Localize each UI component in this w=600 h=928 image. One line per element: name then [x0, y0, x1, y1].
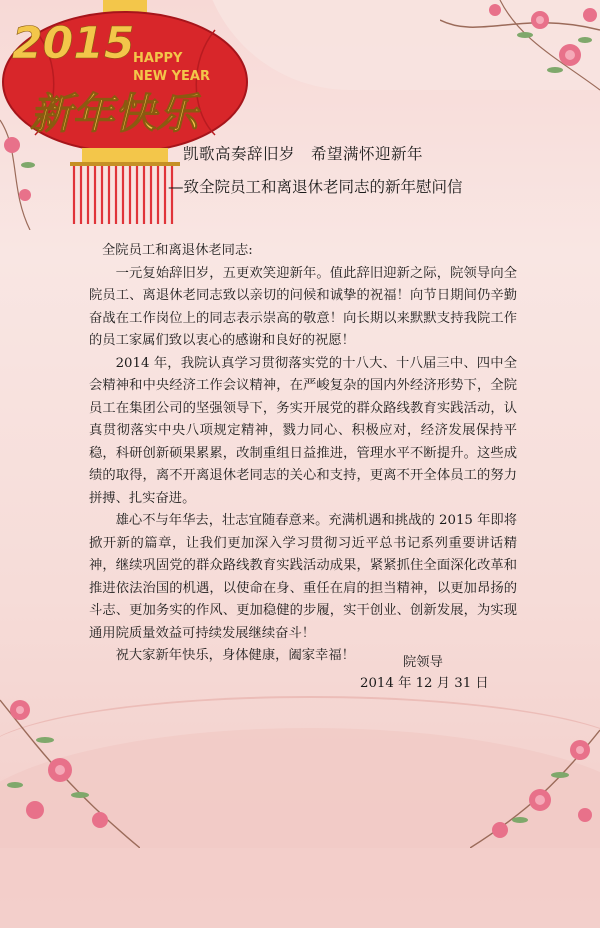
flower-decoration-bottom-left	[0, 690, 140, 848]
letter-signature: 院领导	[403, 655, 443, 670]
lantern-year: 2015	[12, 18, 135, 69]
letter-paragraph: 2014 年，我院认真学习贯彻落实党的十八大、十八届三中、四中全会精神和中央经济工作会议精神，在严峻复杂的国内外经济形势下，全院员工在集团公司的坚强领导下，务实开展党的群众路线教育实践活动，认真贯彻落实中央八项规定精神，戮力同心、积极应对，经济发展保持平稳，科研创新硕果累累，改制重组日益推进，管理水平不断提升。这些成绩的取得，离不开离退休老同志的关心和支持，更离不开全体员工的努力拼搏、扎实奋进。	[89, 355, 517, 506]
letter-paragraph: 雄心不与年华去，壮志宜随春意来。充满机遇和挑战的 2015 年即将掀开新的篇章，让我们更加深入学习贯彻习近平总书记系列重要讲话精神，继续巩固党的群众路线教育实践活动成果，紧紧抓住全面深化改革和推进依法治国的机遇，以使命在身、重任在肩的担当精神，以更加昂扬的斗志、更加务实的作风、更加稳健的步履，实干创业、创新发展，为实现通用院质量效益可持续发展继续奋斗！	[89, 513, 517, 641]
flower-decoration-bottom-right	[470, 720, 600, 848]
lantern-greeting: 新年快乐	[30, 89, 199, 138]
letter-date: 2014 年 12 月 31 日	[360, 676, 489, 691]
letter-body	[89, 240, 517, 668]
letter-paragraph: 一元复始辞旧岁，五更欢笑迎新年。值此辞旧迎新之际，院领导向全院员工、离退休老同志致以亲切的问候和诚挚的祝福！向节日期间仍辛勤奋战在工作岗位上的同志表示崇高的敬意！向长期以来默默支持我院工作的员工家属们致以衷心的感谢和良好的祝愿！	[89, 265, 517, 348]
lantern-happy-text: HAPPY	[133, 51, 183, 66]
flower-decoration-top-right	[440, 0, 600, 120]
letter-paragraph: 祝大家新年快乐，身体健康，阖家幸福！	[115, 648, 355, 663]
letter-salutation: 全院员工和离退休老同志:	[102, 243, 253, 258]
letter-subtitle: —致全院员工和离退休老同志的新年慰问信	[168, 178, 463, 196]
letter-title: 凯歌高奏辞旧岁 希望满怀迎新年	[183, 145, 424, 163]
lantern-new-year-text: NEW YEAR	[133, 69, 210, 84]
